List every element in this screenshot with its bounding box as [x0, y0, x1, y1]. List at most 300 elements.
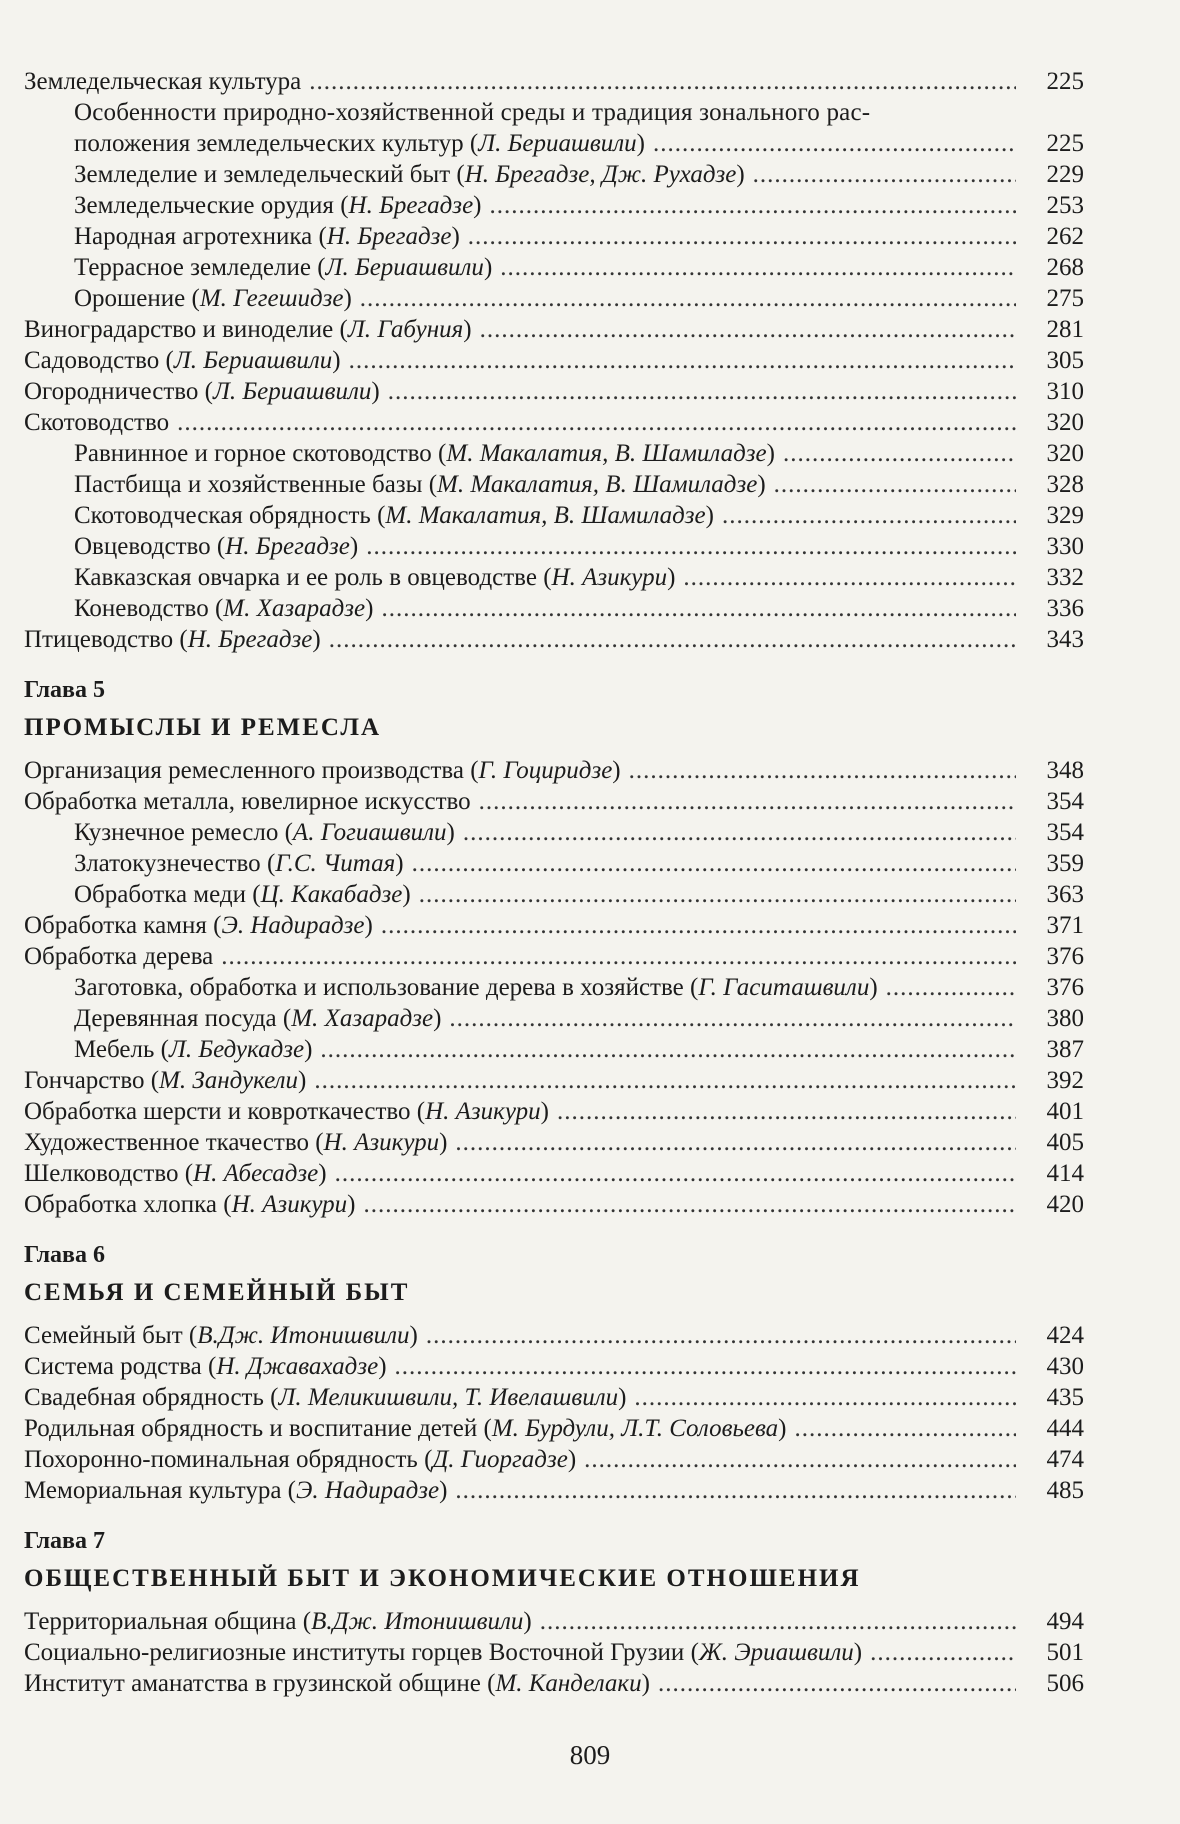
dot-leader	[490, 190, 1017, 221]
toc-entry-title	[24, 66, 301, 97]
entry-title-text: Обработка дерева	[24, 943, 214, 970]
paren-close: )	[298, 1067, 307, 1094]
paren-open: (	[210, 533, 226, 560]
dot-leader	[314, 1065, 1016, 1096]
entry-author: Н. Азикури	[551, 564, 668, 591]
entry-title-text: Виноградарство и виноделие	[24, 316, 334, 343]
paren-open: (	[185, 285, 200, 312]
paren-open: (	[178, 1160, 194, 1187]
paren-close: )	[636, 130, 645, 157]
toc-entry-title	[24, 1382, 626, 1413]
entry-page-number: 343	[1046, 626, 1084, 653]
toc-entry-title	[24, 314, 472, 345]
entry-title-text: Обработка хлопка	[24, 1191, 218, 1218]
toc-entry	[24, 624, 1084, 655]
entry-title-text: Земледельческие орудия	[74, 192, 334, 219]
paren-open: (	[246, 881, 261, 908]
toc-entry-title	[24, 1606, 532, 1637]
entry-title-text: Обработка меди	[74, 881, 246, 908]
toc-entry-title	[74, 1034, 312, 1065]
paren-close: )	[365, 595, 374, 622]
toc-entry-title	[74, 159, 745, 190]
entry-page-number: 494	[1046, 1608, 1084, 1635]
entry-title-text: Мебель	[74, 1036, 155, 1063]
toc-entry	[24, 283, 1084, 314]
dot-leader	[221, 941, 1016, 972]
paren-open: (	[463, 757, 479, 784]
toc-entry	[24, 1413, 1084, 1444]
dot-leader	[363, 1189, 1016, 1220]
chapter-label: Глава 5	[24, 677, 105, 703]
entry-author: М. Хазарадзе	[291, 1005, 434, 1032]
paren-open: (	[422, 471, 438, 498]
toc-entry-title	[24, 1096, 549, 1127]
dot-leader	[479, 786, 1016, 817]
entry-page-number: 348	[1046, 757, 1084, 784]
dot-leader	[886, 972, 1016, 1003]
toc-entry-title	[24, 1127, 447, 1158]
toc-entry-title	[74, 252, 492, 283]
paren-open: (	[308, 1129, 324, 1156]
paren-close: )	[395, 850, 404, 877]
toc-entry-title	[74, 283, 352, 314]
dot-leader	[366, 531, 1016, 562]
paren-close: )	[439, 1477, 448, 1504]
paren-open: (	[310, 254, 326, 281]
toc-entry	[24, 469, 1084, 500]
entry-page-number: 336	[1046, 595, 1084, 622]
entry-title-text: Огородничество	[24, 378, 199, 405]
toc-entry	[24, 159, 1084, 190]
entry-author: Н. Брегадзе, Дж. Рухадзе	[464, 161, 737, 188]
dot-leader	[540, 1606, 1016, 1637]
entry-author: Н. Джавахадзе	[216, 1353, 379, 1380]
entry-page-number: 444	[1046, 1415, 1084, 1442]
paren-close: )	[667, 564, 676, 591]
entry-page-number: 275	[1046, 285, 1084, 312]
toc-entry-title	[74, 190, 482, 221]
entry-author: Л. Бериашвили	[325, 254, 484, 281]
entry-title-text: Обработка шерсти и ковроткачество	[24, 1098, 411, 1125]
toc-entry	[24, 314, 1084, 345]
toc-entry	[24, 562, 1084, 593]
dot-leader	[388, 376, 1016, 407]
entry-page-number: 420	[1046, 1191, 1084, 1218]
dot-leader	[412, 848, 1016, 879]
toc-entry-title	[74, 972, 878, 1003]
dot-leader	[774, 469, 1016, 500]
dot-leader	[463, 817, 1016, 848]
paren-open: (	[333, 316, 348, 343]
entry-page-number: 405	[1046, 1129, 1084, 1156]
toc-entry-title	[24, 786, 471, 817]
entry-title-text: Шелководство	[24, 1160, 179, 1187]
chapter-title: ОБЩЕСТВЕННЫЙ БЫТ И ЭКОНОМИЧЕСКИЕ ОТНОШЕНИЯ	[24, 1565, 861, 1592]
dot-leader	[629, 755, 1016, 786]
entry-author: Э. Надирадзе	[296, 1477, 440, 1504]
entry-author: Н. Азикури	[425, 1098, 541, 1125]
toc-entry	[24, 1637, 1084, 1668]
entry-title-text: Равнинное и горное скотоводство	[74, 440, 432, 467]
paren-close: )	[371, 378, 380, 405]
paren-close: )	[318, 1160, 327, 1187]
paren-close: )	[347, 1191, 356, 1218]
entry-page-number: 225	[1046, 130, 1084, 157]
toc-entry	[24, 879, 1084, 910]
entry-author: М. Макалатия, В. Шамиладзе	[385, 502, 706, 529]
entry-page-number: 253	[1046, 192, 1084, 219]
toc-entry	[24, 407, 1084, 438]
toc-entry	[24, 755, 1084, 786]
chapter-label: Глава 7	[24, 1528, 105, 1554]
paren-close: )	[736, 161, 745, 188]
entry-page-number: 430	[1046, 1353, 1084, 1380]
entry-author: Л. Бериашвили	[478, 130, 637, 157]
dot-leader	[426, 1320, 1016, 1351]
entry-page-number: 330	[1046, 533, 1084, 560]
entry-page-number: 354	[1046, 819, 1084, 846]
entry-title-text: Кузнечное ремесло	[74, 819, 279, 846]
dot-leader	[722, 500, 1016, 531]
entry-title-text: Скотоводческая обрядность	[74, 502, 371, 529]
toc-entry	[24, 1065, 1084, 1096]
entry-author: Л. Бедукадзе	[168, 1036, 305, 1063]
entry-title-text: Скотоводство	[24, 409, 170, 436]
entry-title-text: Овцеводство	[74, 533, 211, 560]
entry-title-text: Народная агротехника	[74, 223, 313, 250]
dot-leader	[455, 1475, 1016, 1506]
entry-author: Н. Брегадзе	[187, 626, 313, 653]
dot-leader	[634, 1382, 1016, 1413]
toc-entry	[24, 593, 1084, 624]
paren-close: )	[473, 192, 482, 219]
dot-leader	[658, 1668, 1016, 1699]
toc-entry	[24, 376, 1084, 407]
entry-title-text: Организация ремесленного производства	[24, 757, 464, 784]
entry-author: Ц. Какабадзе	[260, 881, 403, 908]
toc-entry-title	[24, 1065, 306, 1096]
toc-entry-title	[74, 221, 460, 252]
paren-close: )	[349, 533, 359, 560]
entry-title-text: Коневодство	[74, 595, 209, 622]
toc-entry-title	[24, 345, 341, 376]
toc-entry	[24, 1320, 1084, 1351]
entry-author: Ж. Эриашвили	[698, 1639, 854, 1666]
entry-page-number: 371	[1046, 912, 1084, 939]
paren-open: (	[278, 819, 293, 846]
paren-open: (	[477, 1415, 492, 1442]
paren-open: (	[450, 161, 465, 188]
paren-open: (	[206, 912, 222, 939]
entry-title-text: Художественное ткачество	[24, 1129, 309, 1156]
paren-open: (	[182, 1322, 198, 1349]
entry-author: М. Бурдули, Л.Т. Соловьева	[491, 1415, 779, 1442]
toc-entry-title	[74, 593, 373, 624]
entry-author: Г. Гоциридзе	[478, 757, 613, 784]
entry-title-text: Птицеводство	[24, 626, 174, 653]
paren-open: (	[431, 440, 447, 467]
paren-open: (	[159, 347, 174, 374]
paren-close: )	[332, 347, 341, 374]
toc-entry-title	[24, 1668, 650, 1699]
dot-leader	[870, 1637, 1016, 1668]
entry-author: Н. Азикури	[231, 1191, 348, 1218]
entry-title-text: Земледелие и земледельческий быт	[74, 161, 451, 188]
entry-author: М. Макалатия, В. Шамиладзе	[446, 440, 767, 467]
entry-title-text: Златокузнечество	[74, 850, 261, 877]
entry-title-text: Свадебная обрядность	[24, 1384, 264, 1411]
paren-open: (	[201, 1353, 217, 1380]
toc-entry-title	[24, 624, 321, 655]
table-of-contents	[24, 66, 1084, 1699]
paren-close: )	[483, 254, 493, 281]
paren-close: )	[364, 912, 373, 939]
dot-leader	[783, 438, 1016, 469]
entry-title-text: Система родства	[24, 1353, 202, 1380]
paren-open: (	[263, 1384, 279, 1411]
toc-entry	[24, 1475, 1084, 1506]
entry-title-text: Родильная обрядность и воспитание детей	[24, 1415, 478, 1442]
entry-page-number: 329	[1046, 502, 1084, 529]
paren-open: (	[173, 626, 188, 653]
entry-title-text: Земледельческая культура	[24, 68, 302, 95]
entry-page-number: 305	[1046, 347, 1084, 374]
dot-leader	[395, 1351, 1016, 1382]
paren-close: )	[567, 1446, 577, 1473]
entry-page-number: 328	[1046, 471, 1084, 498]
entry-page-number: 363	[1046, 881, 1084, 908]
toc-entry-title	[74, 469, 766, 500]
toc-entry	[24, 941, 1084, 972]
toc-entry	[24, 1096, 1084, 1127]
toc-entry-title	[24, 910, 373, 941]
entry-page-number: 401	[1046, 1098, 1084, 1125]
chapter-title: СЕМЬЯ И СЕМЕЙНЫЙ БЫТ	[24, 1279, 410, 1306]
paren-close: )	[304, 1036, 313, 1063]
entry-title-text: Кавказская овчарка и ее роль в овцеводстве	[74, 564, 537, 591]
paren-open: (	[281, 1477, 296, 1504]
entry-page-number: 387	[1046, 1036, 1084, 1063]
toc-entry	[24, 190, 1084, 221]
entry-title-text: Территориальная община	[24, 1608, 297, 1635]
entry-author: М. Канделаки	[495, 1670, 642, 1697]
entry-title-text: Мемориальная культура	[24, 1477, 282, 1504]
entry-title-text: Заготовка, обработка и использование дерева в хозяйстве	[74, 974, 684, 1001]
dot-leader	[335, 1158, 1016, 1189]
paren-open: (	[410, 1098, 426, 1125]
entry-page-number: 268	[1046, 254, 1084, 281]
paren-open: (	[312, 223, 327, 250]
entry-page-number: 225	[1046, 68, 1084, 95]
toc-entry	[24, 1189, 1084, 1220]
entry-page-number: 320	[1046, 440, 1084, 467]
toc-entry-title	[24, 1475, 447, 1506]
entry-page-number: 392	[1046, 1067, 1084, 1094]
paren-open: (	[154, 1036, 169, 1063]
entry-page-number: 281	[1046, 316, 1084, 343]
entry-author: Н. Азикури	[323, 1129, 440, 1156]
paren-close: )	[766, 440, 775, 467]
toc-entry-title	[24, 1637, 862, 1668]
toc-entry	[24, 1034, 1084, 1065]
entry-author: Н. Абесадзе	[193, 1160, 319, 1187]
entry-author: М. Макалатия, В. Шамиладзе	[437, 471, 758, 498]
entry-author: Л. Габуния	[347, 316, 464, 343]
paren-close: )	[439, 1129, 448, 1156]
entry-title-text: Пастбища и хозяйственные базы	[74, 471, 423, 498]
entry-author: М. Хазарадзе	[223, 595, 366, 622]
toc-entry	[24, 1382, 1084, 1413]
paren-close: )	[705, 502, 714, 529]
toc-entry	[24, 1127, 1084, 1158]
paren-open: (	[684, 1639, 699, 1666]
paren-open: (	[683, 974, 699, 1001]
entry-title-text: Институт аманатства в грузинской общине	[24, 1670, 481, 1697]
entry-title-text: Обработка камня	[24, 912, 207, 939]
dot-leader	[557, 1096, 1016, 1127]
dot-leader	[753, 159, 1016, 190]
dot-leader	[584, 1444, 1016, 1475]
entry-author: Н. Брегадзе	[326, 223, 452, 250]
dot-leader	[360, 283, 1016, 314]
paren-open: (	[370, 502, 386, 529]
entry-page-number: 501	[1046, 1639, 1084, 1666]
toc-entry	[24, 345, 1084, 376]
entry-page-number: 320	[1046, 409, 1084, 436]
entry-title-text: Орошение	[74, 285, 186, 312]
toc-entry	[24, 66, 1084, 97]
dot-leader	[381, 593, 1016, 624]
dot-leader	[500, 252, 1016, 283]
paren-open: (	[144, 1067, 160, 1094]
entry-author: Д. Гиоргадзе	[432, 1446, 568, 1473]
paren-close: )	[451, 223, 460, 250]
toc-entry-title	[24, 941, 213, 972]
paren-close: )	[402, 881, 411, 908]
dot-leader	[653, 128, 1016, 159]
entry-author: Н. Брегадзе	[225, 533, 350, 560]
entry-page-number: 435	[1046, 1384, 1084, 1411]
entry-author: Н. Брегадзе	[348, 192, 474, 219]
toc-entry	[24, 128, 1084, 159]
dot-leader	[419, 879, 1016, 910]
paren-close: )	[757, 471, 766, 498]
dot-leader	[449, 1003, 1016, 1034]
paren-close: )	[463, 316, 472, 343]
dot-leader	[309, 66, 1016, 97]
paren-open: (	[333, 192, 349, 219]
toc-entry-title	[24, 1351, 387, 1382]
dot-leader	[480, 314, 1016, 345]
toc-entry	[24, 500, 1084, 531]
paren-open: (	[480, 1670, 496, 1697]
entry-author: А. Гогиашвили	[292, 819, 447, 846]
paren-close: )	[446, 819, 455, 846]
toc-entry	[24, 438, 1084, 469]
toc-entry	[24, 1351, 1084, 1382]
toc-entry-title	[74, 438, 775, 469]
paren-open: (	[260, 850, 276, 877]
toc-entry	[24, 1606, 1084, 1637]
paren-open: (	[217, 1191, 232, 1218]
entry-title-text: Садоводство	[24, 347, 160, 374]
entry-page-number: 262	[1046, 223, 1084, 250]
entry-title-text: Семейный быт	[24, 1322, 183, 1349]
entry-title-text: Гончарство	[24, 1067, 145, 1094]
dot-leader	[468, 221, 1016, 252]
paren-close: )	[523, 1608, 532, 1635]
entry-author: Г. Гаситашвили	[698, 974, 870, 1001]
entry-author: Л. Бериашвили	[212, 378, 372, 405]
dot-leader	[381, 910, 1016, 941]
toc-entry-title	[24, 1158, 327, 1189]
dot-leader	[349, 345, 1016, 376]
paren-close: )	[378, 1353, 387, 1380]
paren-close: )	[612, 757, 621, 784]
toc-entry	[24, 1668, 1084, 1699]
toc-entry-title	[74, 500, 714, 531]
page-number: 809	[569, 1740, 611, 1770]
toc-entry-title	[24, 755, 621, 786]
dot-leader	[177, 407, 1016, 438]
paren-close: )	[540, 1098, 549, 1125]
entry-author: Л. Меликишвили, Т. Ивелашвили	[278, 1384, 619, 1411]
dot-leader	[329, 624, 1016, 655]
entry-page-number: 506	[1046, 1670, 1084, 1697]
toc-entry-title	[24, 376, 380, 407]
entry-author: М. Зандукели	[159, 1067, 299, 1094]
toc-entry	[24, 221, 1084, 252]
toc-entry-title	[24, 1444, 576, 1475]
toc-entry-title	[74, 1003, 441, 1034]
chapter-label: Глава 6	[24, 1242, 105, 1268]
dot-leader	[683, 562, 1016, 593]
toc-entry	[24, 848, 1084, 879]
paren-close: )	[312, 626, 321, 653]
entry-page-number: 332	[1046, 564, 1084, 591]
toc-entry-title	[24, 407, 169, 438]
chapter-title: ПРОМЫСЛЫ И РЕМЕСЛА	[24, 714, 382, 741]
paren-close: )	[409, 1322, 418, 1349]
toc-entry-title	[24, 1413, 786, 1444]
entry-page-number: 380	[1046, 1005, 1084, 1032]
toc-entry-title	[24, 1320, 418, 1351]
entry-title-text: Похоронно-поминальная обрядность	[24, 1446, 418, 1473]
paren-open: (	[536, 564, 552, 591]
paren-close: )	[778, 1415, 787, 1442]
entry-author: М. Гегешидзе	[199, 285, 344, 312]
entry-page-number: 424	[1046, 1322, 1084, 1349]
toc-entry	[24, 1003, 1084, 1034]
entry-title-text: положения земледельческих культур	[74, 130, 464, 157]
paren-close: )	[641, 1670, 650, 1697]
entry-page-number: 474	[1046, 1446, 1084, 1473]
toc-entry	[24, 817, 1084, 848]
toc-entry	[24, 910, 1084, 941]
toc-entry-title	[74, 848, 404, 879]
toc-entry	[24, 786, 1084, 817]
paren-open: (	[463, 130, 479, 157]
entry-page-number: 376	[1046, 943, 1084, 970]
paren-close: )	[343, 285, 352, 312]
entry-title-text: Социально-религиозные институты горцев Восточной Грузии	[24, 1639, 685, 1666]
dot-leader	[794, 1413, 1016, 1444]
paren-close: )	[853, 1639, 863, 1666]
entry-title-text: Деревянная посуда	[74, 1005, 277, 1032]
entry-author: В.Дж. Итонишвили	[197, 1322, 410, 1349]
toc-entry	[24, 1444, 1084, 1475]
entry-page-number: 310	[1046, 378, 1084, 405]
